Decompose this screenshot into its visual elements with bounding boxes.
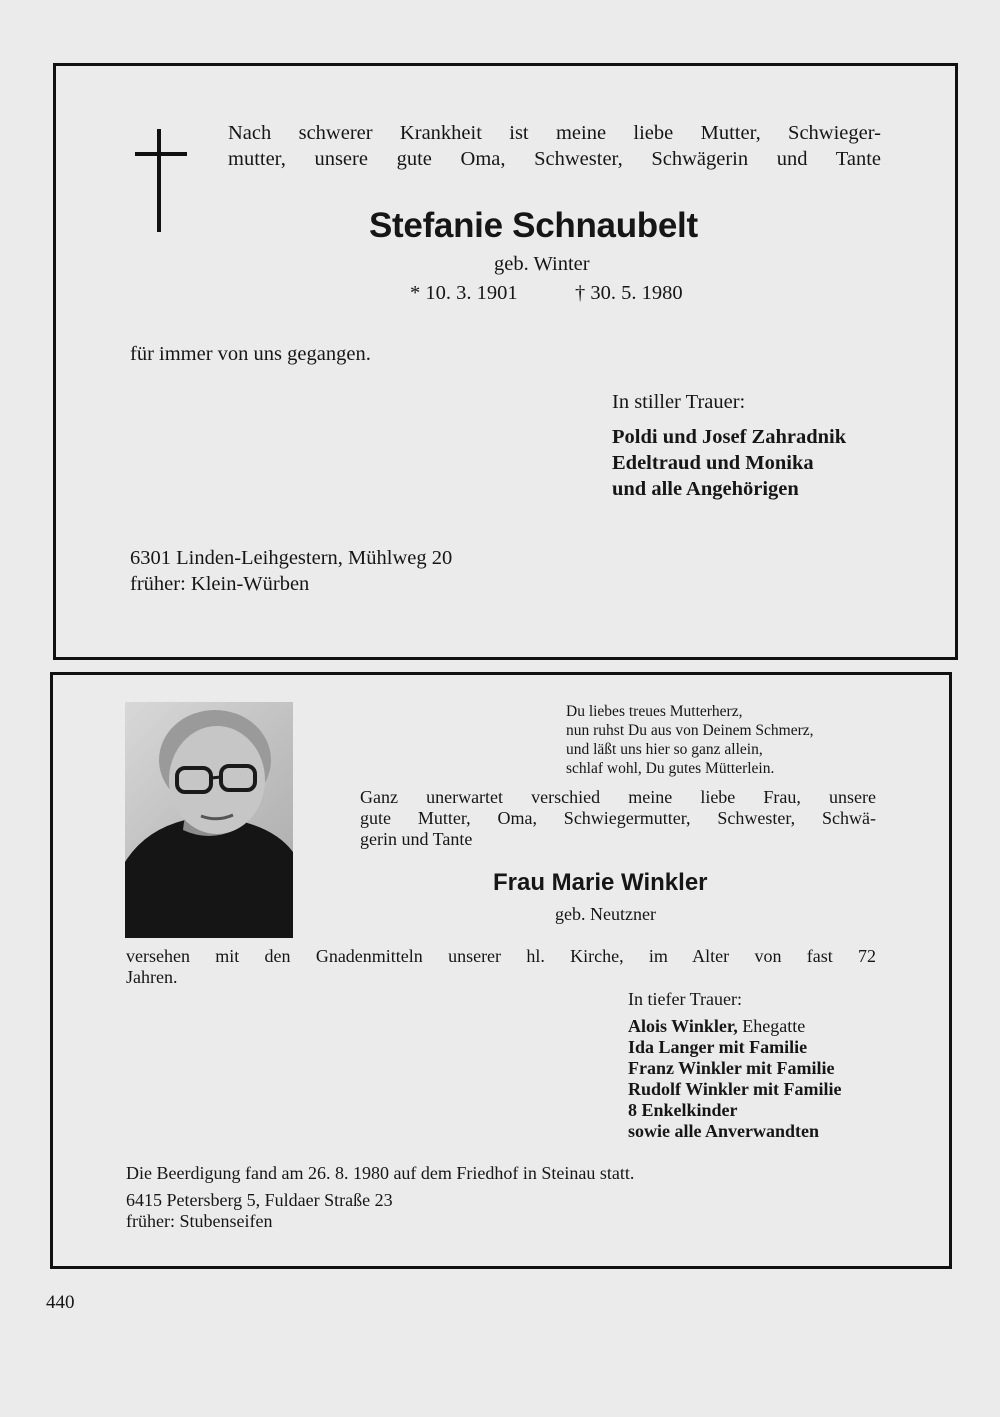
poem-line: nun ruhst Du aus von Deinem Schmerz, xyxy=(566,722,814,739)
notice2-mourning-heading: In tiefer Trauer: xyxy=(628,989,742,1009)
page-number: 440 xyxy=(46,1292,75,1313)
notice2-sacrament-line1: versehen mit den Gnadenmitteln unserer hl. Kirche, im Alter von fast 72 xyxy=(126,946,876,966)
notice2-funeral: Die Beerdigung fand am 26. 8. 1980 auf dem Friedhof in Steinau statt. xyxy=(126,1163,635,1183)
notice1-mourner: Edeltraud und Monika xyxy=(612,452,814,474)
notice2-mourner: Rudolf Winkler mit Familie xyxy=(628,1079,842,1099)
notice2-mourner: 8 Enkelkinder xyxy=(628,1100,738,1120)
notice2-intro-line3: gerin und Tante xyxy=(360,829,473,849)
portrait-photo xyxy=(125,702,293,938)
notice1-death-date: † 30. 5. 1980 xyxy=(575,282,683,304)
notice2-address: 6415 Petersberg 5, Fuldaer Straße 23 xyxy=(126,1190,393,1210)
notice2-intro-line1: Ganz unerwartet verschied meine liebe Frau, unsere xyxy=(360,787,876,807)
notice2-mourner: sowie alle Anverwandten xyxy=(628,1121,819,1141)
notice1-birth-date: * 10. 3. 1901 xyxy=(410,282,518,304)
poem-line: und läßt uns hier so ganz allein, xyxy=(566,741,763,758)
notice1-mourner: Poldi und Josef Zahradnik xyxy=(612,426,847,448)
mourner-name: Alois Winkler, xyxy=(628,1016,738,1036)
notice1-mourning-heading: In stiller Trauer: xyxy=(612,391,746,413)
notice1-mourner: und alle Angehörigen xyxy=(612,478,799,500)
notice2-sacrament-line2: Jahren. xyxy=(126,967,178,987)
notice1-former-address: früher: Klein-Würben xyxy=(130,573,310,595)
notice2-mourner-spouse xyxy=(628,1016,805,1037)
notice2-intro-line2: gute Mutter, Oma, Schwiegermutter, Schwester, Schwä- xyxy=(360,808,876,828)
notice2-mourner: Ida Langer mit Familie xyxy=(628,1037,808,1057)
notice2-deceased-name: Frau Marie Winkler xyxy=(493,869,708,896)
notice1-intro-line1: Nach schwerer Krankheit ist meine liebe Mutter, Schwieger- xyxy=(228,122,881,144)
notice2-maiden-name: geb. Neutzner xyxy=(555,904,656,924)
notice1-closing: für immer von uns gegangen. xyxy=(130,343,371,365)
mourner-role: Ehegatte xyxy=(737,1016,806,1036)
notice1-intro-line2: mutter, unsere gute Oma, Schwester, Schwägerin und Tante xyxy=(228,148,881,170)
poem-line: Du liebes treues Mutterherz, xyxy=(566,703,743,720)
notice1-address: 6301 Linden-Leihgestern, Mühlweg 20 xyxy=(130,547,453,569)
notice2-mourner: Franz Winkler mit Familie xyxy=(628,1058,835,1078)
notice2-former-address: früher: Stubenseifen xyxy=(126,1211,273,1231)
poem-line: schlaf wohl, Du gutes Mütterlein. xyxy=(566,760,775,777)
notice1-deceased-name: Stefanie Schnaubelt xyxy=(369,206,698,245)
notice1-maiden-name: geb. Winter xyxy=(494,253,590,275)
